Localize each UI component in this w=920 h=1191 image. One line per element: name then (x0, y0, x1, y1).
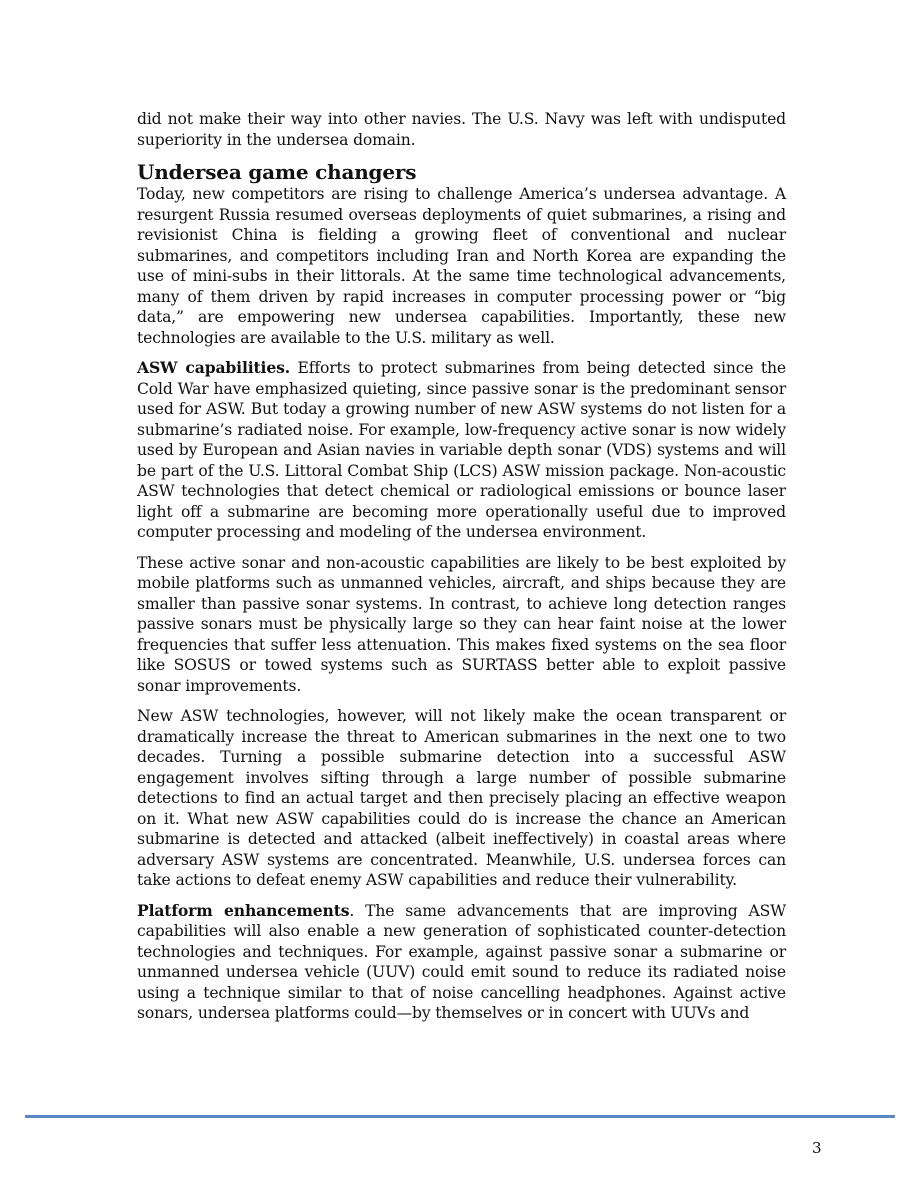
lead-asw-capabilities: ASW capabilities. (137, 358, 291, 377)
body-asw-capabilities: Efforts to protect submarines from being detected since the Cold War have emphasized quieting, since passive sonar is the predominant sensor used for ASW. But today a growing number of new ASW systems do not listen for a submarine’s radiated noise. For example, low-frequency active sonar is now widely used by European and Asian navies in variable depth sonar (VDS) systems and will be part of the U.S. Littoral Combat Ship (LCS) ASW mission package. Non-acoustic ASW technologies that detect chemical or radiological emissions or bounce laser light off a submarine are becoming more operationally useful due to improved computer processing and modeling of the undersea environment. (137, 359, 786, 541)
paragraph-asw-capabilities (137, 358, 786, 543)
paragraph-new-asw: New ASW technologies, however, will not likely make the ocean transparent or dramatically increase the threat to American submarines in the next one to two decades. Turning a possible submarine detection into a successful ASW engagement involves sifting through a large number of possible submarine detections to find an actual target and then precisely placing an effective weapon on it. What new ASW capabilities could do is increase the chance an American submarine is detected and attacked (albeit ineffectively) in coastal areas where adversary ASW systems are concentrated. Meanwhile, U.S. undersea forces can take actions to defeat enemy ASW capabilities and reduce their vulnerability. (137, 707, 786, 889)
paragraph-intro: did not make their way into other navies. The U.S. Navy was left with undisputed superiority in the undersea domain. (137, 110, 786, 149)
paragraph-platform-enhancements (137, 901, 786, 1024)
page-body (137, 109, 786, 1034)
paragraph-active-sonar: These active sonar and non-acoustic capabilities are likely to be best exploited by mobile platforms such as unmanned vehicles, aircraft, and ships because they are smaller than passive sonar systems. In contrast, to achieve long detection ranges passive sonars must be physically large so they can hear faint noise at the lower frequencies that suffer less attenuation. This makes fixed systems on the sea floor like SOSUS or towed systems such as SURTASS better able to exploit passive sonar improvements. (137, 553, 786, 695)
footer-rule (25, 1115, 895, 1118)
section-heading: Undersea game changers (137, 160, 417, 184)
lead-platform-enhancements: Platform enhancements (137, 900, 350, 920)
paragraph-competitors: Today, new competitors are rising to challenge America’s undersea advantage. A resurgent Russia resumed overseas deployments of quiet submarines, a rising and revisionist China is fielding a growing fleet of conventional and nuclear submarines, and competitors including Iran and North Korea are expanding the use of mini-subs in their littorals. At the same time technological advancements, many of them driven by rapid increases in computer processing power or “big data,” are empowering new undersea capabilities. Importantly, these new technologies are available to the U.S. military as well. (137, 185, 786, 347)
body-platform-enhancements: . The same advancements that are improving ASW capabilities will also enable a new generation of sophisticated counter-detection technologies and techniques. For example, against passive sonar a submarine or unmanned undersea vehicle (UUV) could emit sound to reduce its radiated noise using a technique similar to that of noise cancelling headphones. Against active sonars, undersea platforms could—by themselves or in concert with UUVs and (137, 901, 786, 1022)
page-number: 3 (812, 1139, 822, 1157)
